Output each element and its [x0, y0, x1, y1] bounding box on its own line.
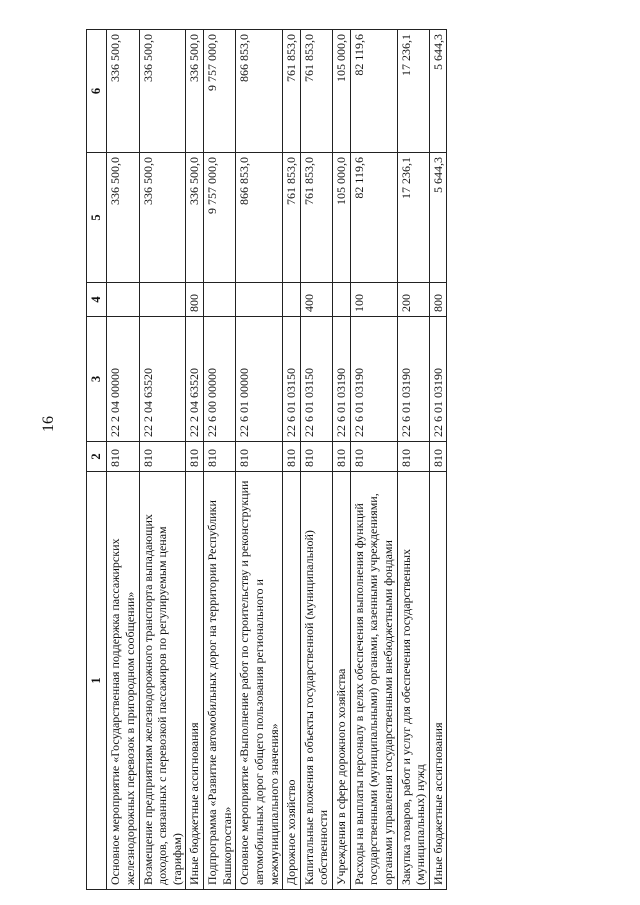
- header-row: [87, 30, 107, 890]
- row-grbs: 810: [186, 442, 204, 472]
- row-code: 22 6 01 03190: [429, 317, 447, 442]
- row-name: Иные бюджетные ассигнования: [186, 472, 204, 890]
- table-row: [300, 30, 332, 890]
- row-name: Основное мероприятие «Государственная поддержка пассажирских железнодорожных перевозок в пригородном сообщении»: [107, 472, 139, 890]
- row-value-5: 866 853,0: [236, 153, 283, 283]
- row-grbs: 810: [139, 442, 186, 472]
- row-name: Возмещение предприятиям железнодорожного транспорта выпадающих доходов, связанных с перевозкой пассажиров по регулируемым ценам (тарифам): [139, 472, 186, 890]
- row-name: Закупка товаров, работ и услуг для обеспечения государственных (муниципальных) нужд: [397, 472, 429, 890]
- table-row: [139, 30, 186, 890]
- row-value-6: 336 500,0: [139, 30, 186, 153]
- row-vr: 800: [429, 283, 447, 317]
- row-name: Подпрограмма «Развитие автомобильных дорог на территории Республики Башкортостан»: [204, 472, 236, 890]
- row-name: Расходы на выплаты персоналу в целях обеспечения выполнения функций государственными (муниципальными) органами, казенными учреждениями, органами управления государственными внебюджетными фондами: [350, 472, 397, 890]
- row-code: 22 2 04 00000: [107, 317, 139, 442]
- row-value-6: 5 644,3: [429, 30, 447, 153]
- row-value-5: 105 000,0: [333, 153, 351, 283]
- row-name: Иные бюджетные ассигнования: [429, 472, 447, 890]
- row-grbs: 810: [236, 442, 283, 472]
- row-code: 22 2 04 63520: [139, 317, 186, 442]
- row-grbs: 810: [204, 442, 236, 472]
- row-value-5: 761 853,0: [283, 153, 301, 283]
- row-value-5: 17 236,1: [397, 153, 429, 283]
- row-value-6: 761 853,0: [283, 30, 301, 153]
- column-header: 3: [87, 317, 107, 442]
- column-header: 5: [87, 153, 107, 283]
- table-row: [107, 30, 139, 890]
- row-grbs: 810: [283, 442, 301, 472]
- table-row: [350, 30, 397, 890]
- row-grbs: 810: [300, 442, 332, 472]
- column-header: 6: [87, 30, 107, 153]
- row-name: Учреждения в сфере дорожного хозяйства: [333, 472, 351, 890]
- table-row: [186, 30, 204, 890]
- row-vr: 200: [397, 283, 429, 317]
- row-code: 22 6 01 00000: [236, 317, 283, 442]
- table-row: [333, 30, 351, 890]
- table-row: [283, 30, 301, 890]
- row-grbs: 810: [397, 442, 429, 472]
- row-code: 22 6 01 03190: [333, 317, 351, 442]
- row-grbs: 810: [107, 442, 139, 472]
- row-vr: [139, 283, 186, 317]
- row-grbs: 810: [333, 442, 351, 472]
- column-header: 1: [87, 472, 107, 890]
- row-name: Капитальные вложения в объекты государственной (муниципальной) собственности: [300, 472, 332, 890]
- row-grbs: 810: [429, 442, 447, 472]
- row-name: Основное мероприятие «Выполнение работ по строительству и реконструкции автомобильных дорог общего пользования регионального и межмуниципального значения»: [236, 472, 283, 890]
- row-value-6: 17 236,1: [397, 30, 429, 153]
- row-vr: [333, 283, 351, 317]
- row-value-5: 5 644,3: [429, 153, 447, 283]
- row-vr: 800: [186, 283, 204, 317]
- row-code: 22 6 01 03150: [283, 317, 301, 442]
- row-value-5: 82 119,6: [350, 153, 397, 283]
- row-value-5: 336 500,0: [139, 153, 186, 283]
- row-value-6: 761 853,0: [300, 30, 332, 153]
- row-value-5: 761 853,0: [300, 153, 332, 283]
- column-header: 4: [87, 283, 107, 317]
- row-code: 22 2 04 63520: [186, 317, 204, 442]
- table-row: [397, 30, 429, 890]
- row-code: 22 6 01 03190: [350, 317, 397, 442]
- row-value-6: 336 500,0: [107, 30, 139, 153]
- budget-table-container: [86, 30, 447, 890]
- row-code: 22 6 01 03190: [397, 317, 429, 442]
- row-vr: [107, 283, 139, 317]
- row-code: 22 6 00 00000: [204, 317, 236, 442]
- page-number: 16: [40, 416, 57, 432]
- row-value-6: 336 500,0: [186, 30, 204, 153]
- row-vr: 100: [350, 283, 397, 317]
- row-value-5: 9 757 000,0: [204, 153, 236, 283]
- table-row: [236, 30, 283, 890]
- row-name: Дорожное хозяйство: [283, 472, 301, 890]
- row-vr: [236, 283, 283, 317]
- row-value-6: 9 757 000,0: [204, 30, 236, 153]
- table-row: [204, 30, 236, 890]
- row-value-6: 82 119,6: [350, 30, 397, 153]
- row-value-6: 105 000,0: [333, 30, 351, 153]
- budget-table: [86, 29, 447, 890]
- row-value-5: 336 500,0: [186, 153, 204, 283]
- row-vr: 400: [300, 283, 332, 317]
- row-value-6: 866 853,0: [236, 30, 283, 153]
- row-grbs: 810: [350, 442, 397, 472]
- row-vr: [283, 283, 301, 317]
- table-row: [429, 30, 447, 890]
- column-header: 2: [87, 442, 107, 472]
- row-code: 22 6 01 03150: [300, 317, 332, 442]
- row-value-5: 336 500,0: [107, 153, 139, 283]
- row-vr: [204, 283, 236, 317]
